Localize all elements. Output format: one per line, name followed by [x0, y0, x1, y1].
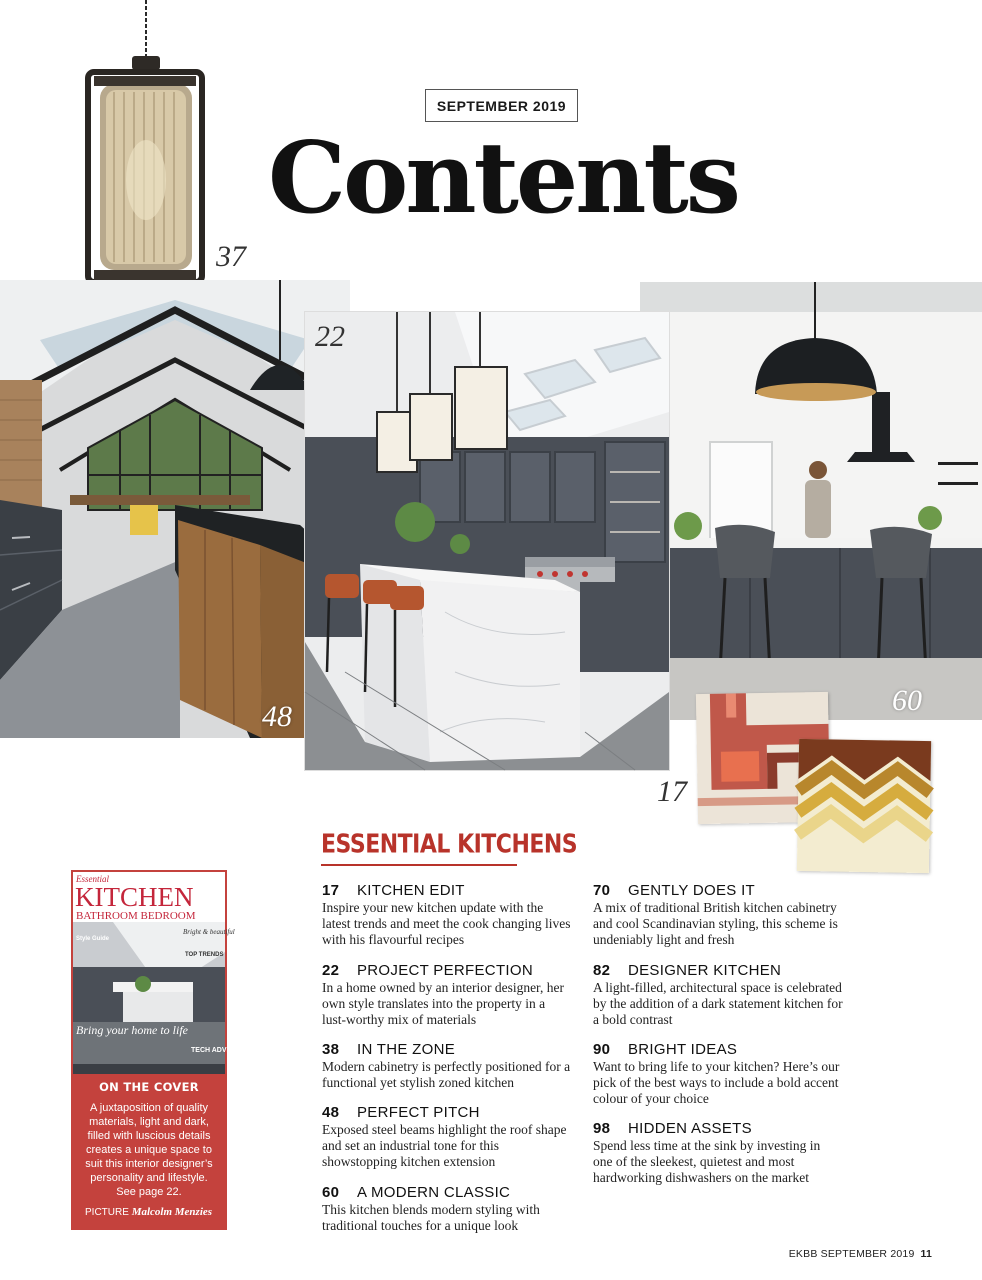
item-description: Inspire your new kitchen update with the latest trends and meet the cook changing lives with his flavourful recipes — [322, 900, 571, 947]
item-description: In a home owned by an interior designer, her own style translates into the property in a lust-worthy mix of materials — [322, 980, 565, 1027]
item-number: 38 — [322, 1041, 340, 1058]
item-title: PERFECT PITCH — [357, 1104, 480, 1121]
contents-item-48[interactable] — [322, 1104, 572, 1170]
item-description: Want to bring life to your kitchen? Here’s our pick of the best ways to include a bold accent colour of your choice — [593, 1059, 840, 1106]
contents-item-60[interactable] — [322, 1184, 572, 1234]
item-description: Modern cabinetry is perfectly positioned for a functional yet stylish zoned kitchen — [322, 1059, 571, 1090]
item-title: GENTLY DOES IT — [628, 882, 756, 899]
item-number: 17 — [322, 882, 340, 899]
item-title: IN THE ZONE — [357, 1041, 456, 1058]
item-description: Exposed steel beams highlight the roof shape and set an industrial tone for this showstopping kitchen extension — [322, 1122, 567, 1169]
item-description: A mix of traditional British kitchen cabinetry and cool Scandinavian styling, this scheme is undeniably light and fresh — [593, 900, 838, 947]
page-number: 11 — [920, 1248, 932, 1260]
credit-label: PICTURE — [85, 1207, 129, 1218]
item-title: KITCHEN EDIT — [357, 882, 465, 899]
item-description: A light-filled, architectural space is celebrated by the addition of a dark statement kitchen for a bold contrast — [593, 980, 843, 1027]
cover-panel — [71, 870, 239, 1230]
contents-item-82[interactable] — [593, 962, 843, 1028]
cover-mag-bright: Bright & beautiful — [183, 928, 235, 936]
page-title: Contents — [268, 121, 738, 236]
white-kitchen-page-number: 60 — [892, 684, 922, 717]
item-number: 82 — [593, 962, 611, 979]
item-description: This kitchen blends modern styling with traditional touches for a unique look — [322, 1202, 540, 1233]
contents-item-98[interactable] — [593, 1120, 843, 1186]
item-title: HIDDEN ASSETS — [628, 1120, 752, 1137]
photo-credit — [85, 1206, 212, 1218]
cover-mag-style: Style Guide — [76, 936, 110, 942]
issue-date-box: SEPTEMBER 2019 — [425, 89, 578, 122]
section-heading: ESSENTIAL KITCHENS — [321, 830, 578, 860]
pendant-lamp-photo — [80, 0, 210, 295]
credit-name: Malcolm Menzies — [131, 1206, 213, 1218]
item-number: 22 — [322, 962, 340, 979]
item-number: 48 — [322, 1104, 340, 1121]
item-title: DESIGNER KITCHEN — [628, 962, 782, 979]
item-number: 60 — [322, 1184, 340, 1201]
contents-item-17[interactable] — [322, 882, 572, 948]
tiles-page-number: 17 — [657, 775, 687, 808]
page-footer — [789, 1248, 932, 1260]
item-description: Spend less time at the sink by investing in one of the sleekest, quietest and most hardworking dishwashers on the market — [593, 1138, 821, 1185]
white-kitchen-photo — [640, 282, 982, 720]
item-number: 70 — [593, 882, 611, 899]
cover-mag-bring: Bring your home to life — [76, 1023, 188, 1037]
cover-mag-trends: TOP TRENDS — [185, 952, 224, 958]
cover-mag-essential: Essential — [76, 874, 109, 884]
magazine-cover-thumbnail[interactable] — [73, 872, 239, 1074]
item-title: A MODERN CLASSIC — [357, 1184, 511, 1201]
contents-item-90[interactable] — [593, 1041, 843, 1107]
grey-kitchen-page-number: 22 — [315, 320, 345, 353]
item-title: BRIGHT IDEAS — [628, 1041, 738, 1058]
contents-item-70[interactable] — [593, 882, 843, 948]
footer-text: EKBB SEPTEMBER 2019 — [788, 1248, 915, 1260]
gable-kitchen-photo — [0, 280, 350, 738]
item-number: 90 — [593, 1041, 611, 1058]
lamp-page-number: 37 — [216, 240, 246, 273]
cover-mag-tech: TECH ADVICE — [191, 1047, 239, 1054]
yellow-tile-photo — [797, 739, 931, 873]
item-number: 98 — [593, 1120, 611, 1137]
section-rule — [321, 864, 517, 866]
cover-description: A juxtaposition of quality materials, light and dark, filled with luscious details creates a unique space to suit this interior designer’s personality and lifestyle. See page 22. — [85, 1102, 213, 1198]
gable-kitchen-page-number: 48 — [262, 700, 292, 733]
cover-mag-kitchen: KITCHEN — [75, 882, 194, 912]
contents-item-22[interactable] — [322, 962, 572, 1028]
item-title: PROJECT PERFECTION — [357, 962, 533, 979]
cover-mag-subtitle: BATHROOM BEDROOM — [76, 910, 196, 922]
contents-item-38[interactable] — [322, 1041, 572, 1091]
cover-label: ON THE COVER — [99, 1080, 199, 1094]
grey-kitchen-photo — [305, 312, 669, 770]
